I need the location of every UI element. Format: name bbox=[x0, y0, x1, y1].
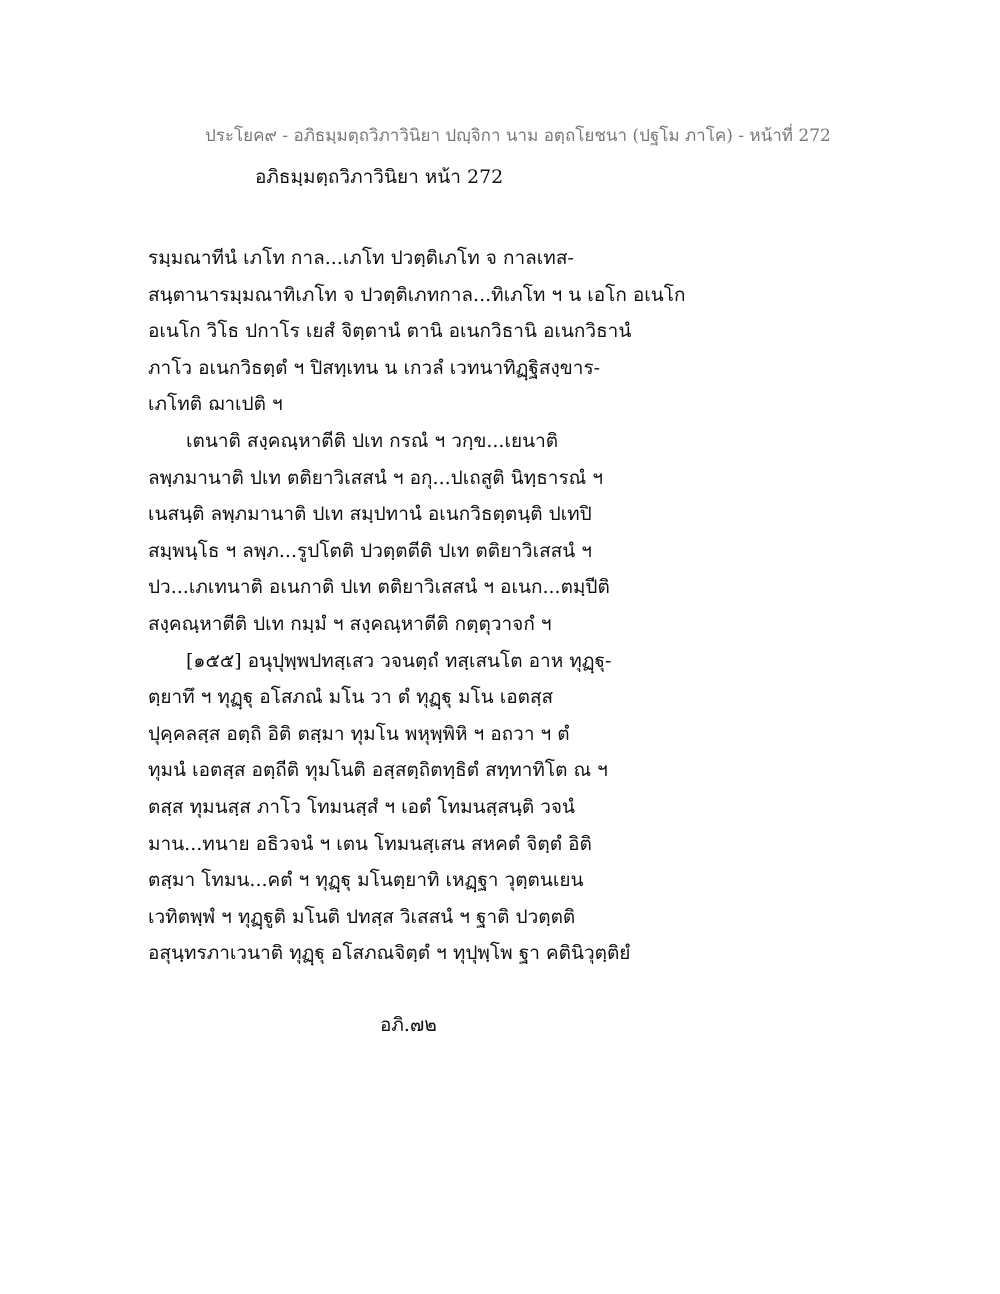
text-line: ตฺยาทึ ฯ ทุฏฺฐุ อโสภณํ มโน วา ตํ ทุฏฺฐุ มโน เอตสฺส bbox=[148, 686, 554, 709]
text-line: ภาโว อเนกวิธตฺตํ ฯ ปิสทฺเทน น เกวลํ เวทนาทิฏฺฐิสงฺขาร- bbox=[148, 356, 601, 379]
text-line: ลพฺภมานาติ ปเท ตติยาวิเสสนํ ฯ อกุ...ปเถสูติ นิทฺธารณํ ฯ bbox=[148, 466, 603, 489]
page-folio: อภิ.๗๒ bbox=[380, 1014, 437, 1036]
text-line: สนฺตานารมฺมณาทิเภโท จ ปวตฺติเภทกาล...ทิเภโท ฯ น เอโก อเนโก bbox=[148, 283, 686, 306]
text-line: ตสฺส ทุมนสฺส ภาโว โทมนสฺสํ ฯ เอตํ โทมนสฺสนฺติ วจนํ bbox=[148, 795, 576, 818]
text-line: เนสนฺติ ลพฺภมานาติ ปเท สมฺปทานํ อเนกวิธตฺตนฺติ ปเทปิ bbox=[148, 503, 592, 526]
text-line: อสุนฺทรภาเวนาติ ทุฏฺฐุ อโสภณจิตฺตํ ฯ ทุปุพฺโพ ฐา คตินิวุตฺติยํ bbox=[148, 942, 631, 965]
text-line: ปว...เภเทนาติ อเนกาติ ปเท ตติยาวิเสสนํ ฯ อเนก...ตมฺปีติ bbox=[148, 576, 610, 599]
text-line: สงฺคณฺหาตีติ ปเท กมฺมํ ฯ สงฺคณฺหาตีติ กตฺตุวาจกํ ฯ bbox=[148, 612, 552, 635]
body-text bbox=[148, 240, 888, 972]
text-line: สมฺพนฺโธ ฯ ลพฺภ...รูปโตติ ปวตฺตตีติ ปเท ตติยาวิเสสนํ ฯ bbox=[148, 539, 592, 562]
text-line: เวทิตพฺพํ ฯ ทุฏฺฐูติ มโนติ ปทสฺส วิเสสนํ ฯ ฐาติ ปวตฺตติ bbox=[148, 905, 576, 928]
book-page-header: อภิธมฺมตฺถวิภาวินิยา หน้า 272 bbox=[255, 166, 504, 188]
text-line-paragraph-start: [๑๕๕] อนุปุพฺพปทสฺเสว วจนตฺถํ ทสฺเสนโต อาห ทุฏฺฐุ- bbox=[186, 649, 612, 672]
text-line: รมฺมณาทีนํ เภโท กาล...เภโท ปวตฺติเภโท จ กาลเทส- bbox=[148, 247, 574, 269]
text-line: เภโทติ ฌาเปติ ฯ bbox=[148, 393, 283, 416]
text-line: อเนโก วิโธ ปกาโร เยสํ จิตฺตานํ ตานิ อเนกวิธานิ อเนกวิธานํ bbox=[148, 320, 632, 343]
text-line: มาน...ทนาย อธิวจนํ ฯ เตน โทมนสฺเสน สหคตํ จิตฺตํ อิติ bbox=[148, 832, 592, 855]
text-line: ปุคฺคลสฺส อตฺถิ อิติ ตสฺมา ทุมโน พหุพฺพิหิ ฯ อถวา ฯ ตํ bbox=[148, 722, 570, 745]
text-line-paragraph-start: เตนาติ สงฺคณฺหาตีติ ปเท กรณํ ฯ วกฺข...เยนาติ bbox=[186, 429, 559, 452]
running-header: ประโยค๙ - อภิธมฺมตฺถวิภาวินิยา ปญฺจิกา นาม อตฺถโยชนา (ปฐโม ภาโค) - หน้าที่ 272 bbox=[205, 126, 831, 146]
text-line: ตสฺมา โทมน...คตํ ฯ ทุฏฺฐุ มโนตฺยาทิ เหฏฺฐา วุตฺตนเยน bbox=[148, 869, 584, 892]
text-line: ทุมนํ เอตสฺส อตฺถีติ ทุมโนติ อสฺสตฺถิตทฺธิตํ สทฺทาทิโต ณ ฯ bbox=[148, 759, 608, 782]
